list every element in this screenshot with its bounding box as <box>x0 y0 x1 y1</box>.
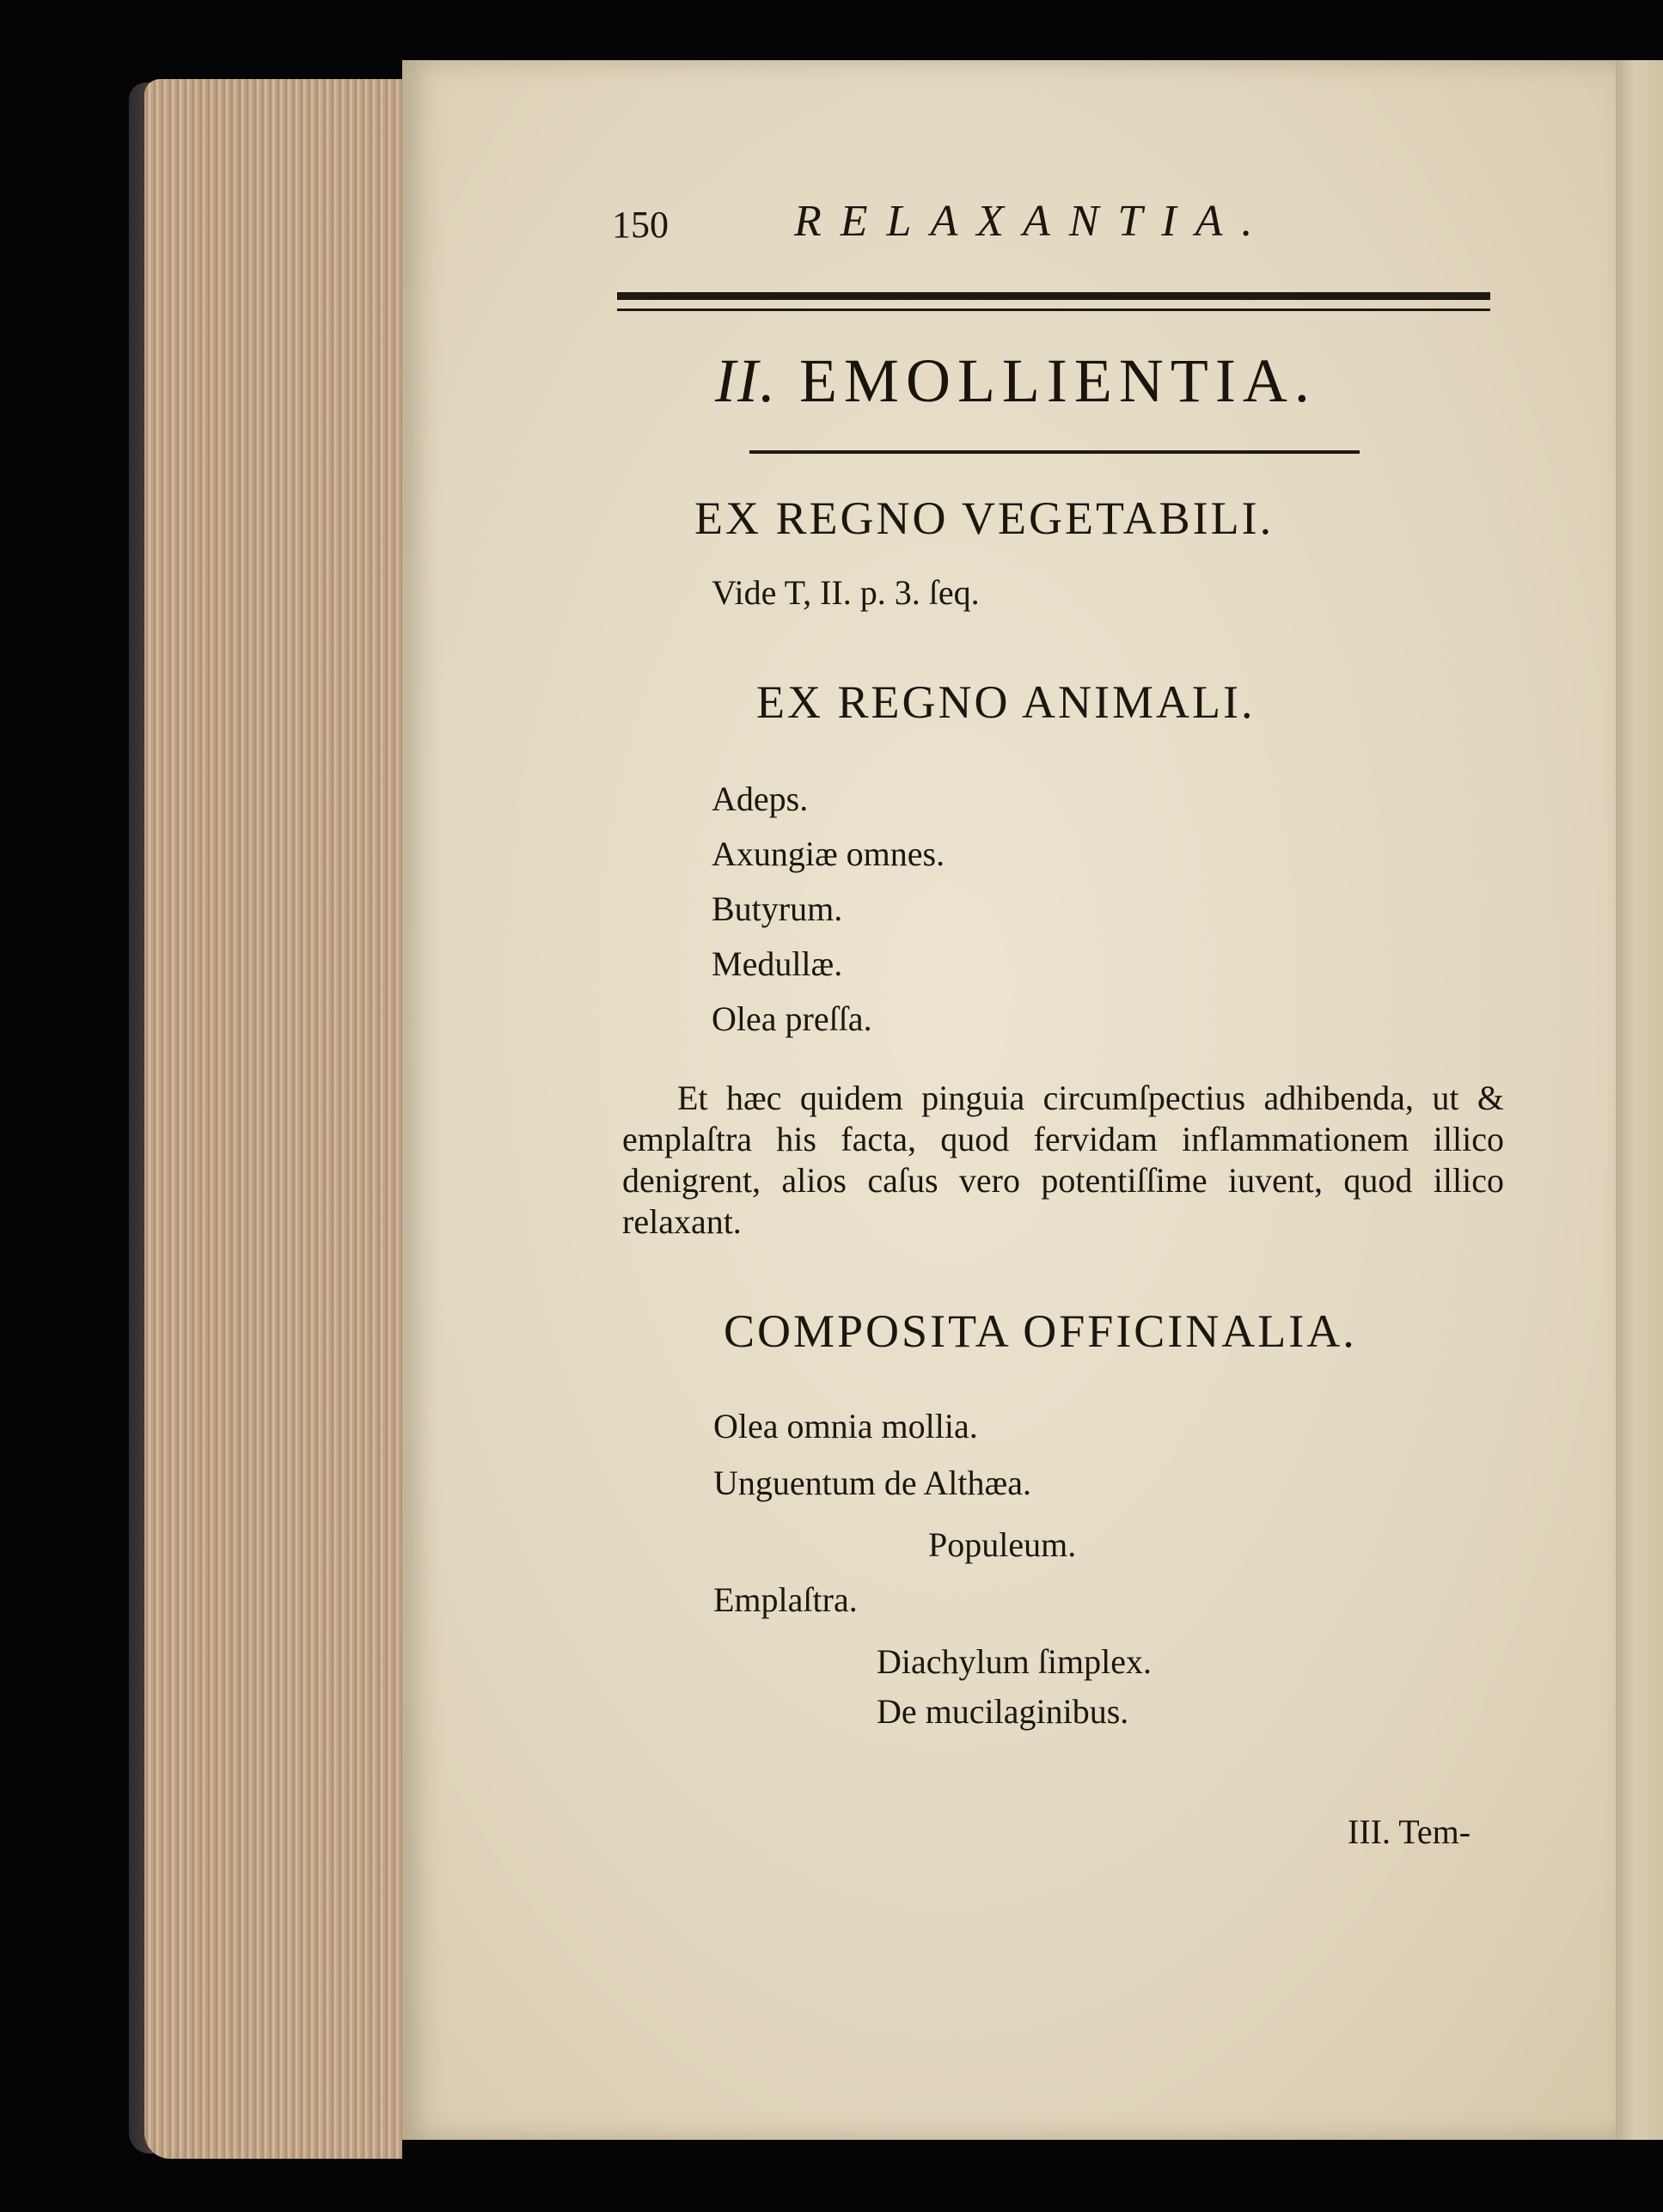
heading-animal: EX REGNO ANIMALI. <box>756 676 1256 728</box>
list-item: Populeum. <box>928 1525 1077 1564</box>
header-double-rule <box>617 292 1490 311</box>
section-title <box>715 345 1317 417</box>
section-rule <box>749 450 1360 454</box>
page-block-edge <box>144 79 402 2159</box>
catchword: III. Tem- <box>1348 1812 1471 1851</box>
section-title-text: EMOLLIENTIA. <box>798 346 1317 415</box>
heading-official: COMPOSITA OFFICINALIA. <box>724 1305 1357 1357</box>
reference-line: Vide T, II. p. 3. ſeq. <box>712 573 980 612</box>
list-item: Butyrum. <box>712 889 843 928</box>
section-numeral: II. <box>715 346 777 415</box>
list-item: Axungiæ omnes. <box>712 834 945 873</box>
list-item: De mucilaginibus. <box>877 1692 1129 1731</box>
list-item: Emplaſtra. <box>713 1580 858 1619</box>
running-head <box>612 196 1317 256</box>
list-item: Adeps. <box>712 779 809 818</box>
list-item: Medullæ. <box>712 944 843 983</box>
heading-vegetable: EX REGNO VEGETABILI. <box>694 492 1275 544</box>
list-item: Unguentum de Althæa. <box>713 1463 1031 1502</box>
list-item: Diachylum ſimplex. <box>877 1642 1152 1681</box>
page-number: 150 <box>612 204 669 246</box>
running-title: RELAXANTIA. <box>794 197 1272 246</box>
facing-page-edge <box>1616 60 1663 2140</box>
list-item: Olea omnia mollia. <box>713 1407 978 1445</box>
list-item: Olea preſſa. <box>712 999 872 1038</box>
body-paragraph: Et hæc quidem pinguia circumſpectius adhibenda, ut & emplaſtra his facta, quod fervidam inflammationem illico denigrent, alios caſus vero potentiſſime iuvent, quod illico relaxant. <box>622 1079 1504 1241</box>
